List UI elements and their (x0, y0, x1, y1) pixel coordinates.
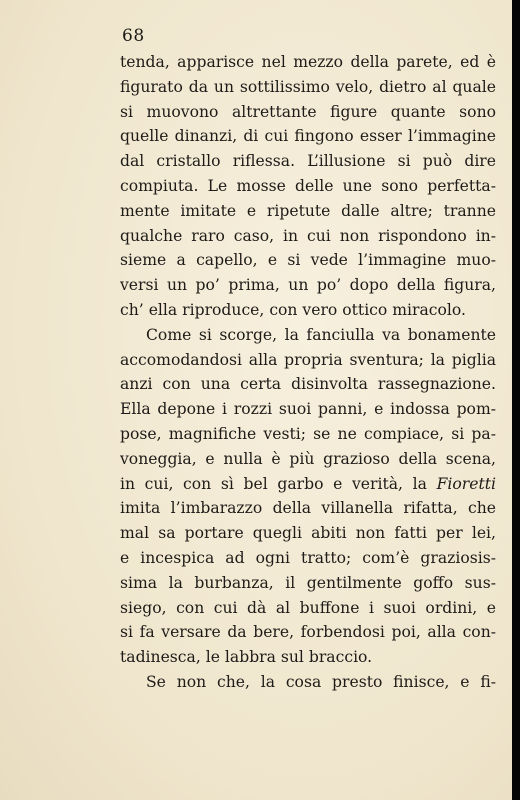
text-line: e incespica ad ogni tratto; com’è graziosis- (120, 548, 496, 567)
text-line: mal sa portare quegli abiti non fatti per lei, (120, 524, 496, 543)
text-line: qualche raro caso, in cui non rispondono in- (120, 226, 496, 245)
text-line: compiuta. Le mosse delle une sono perfetta- (120, 176, 496, 195)
body-text (120, 50, 496, 695)
text-line: quelle dinanzi, di cui fingono esser l’immagine (120, 127, 496, 146)
text-line: mente imitate e ripetute dalle altre; tranne (120, 201, 496, 220)
text-span: in cui, con sì bel garbo e verità, la (120, 474, 427, 493)
text-line: pose, magnifiche vesti; se ne compiace, si pa- (120, 424, 496, 443)
text-line: tadinesca, le labbra sul braccio. (120, 648, 373, 667)
text-line: tenda, apparisce nel mezzo della parete, ed è (120, 53, 496, 71)
text-line-with-italic-name (120, 472, 496, 497)
text-line: anzi con una certa disinvolta rassegnazione. (120, 375, 496, 394)
text-line: ch’ ella riproduce, con vero ottico miracolo. (120, 300, 466, 319)
page-number: 68 (122, 26, 145, 46)
text-line: versi un po’ prima, un po’ dopo della figura, (120, 276, 496, 295)
italic-name: Fioretti (436, 474, 496, 493)
text-line: voneggia, e nulla è più grazioso della scena, (120, 449, 496, 468)
text-line: accomodandosi alla propria sventura; la piglia (120, 350, 496, 369)
text-line: si muovono altrettante figure quante sono (120, 102, 496, 121)
text-line: siego, con cui dà al buffone i suoi ordini, e (120, 598, 496, 617)
paragraph-start-line: Se non che, la cosa presto finisce, e fi- (146, 672, 496, 691)
text-line: sima la burbanza, il gentilmente goffo sus- (120, 573, 496, 592)
paragraph-start-line: Come si scorge, la fanciulla va bonamente (146, 325, 496, 344)
text-line: imita l’imbarazzo della villanella rifatta, che (120, 499, 496, 518)
page-edge-shadow (512, 0, 520, 800)
text-line: figurato da un sottilissimo velo, dietro al quale (120, 77, 496, 96)
text-line: Ella depone i rozzi suoi panni, e indossa pom- (120, 400, 496, 419)
text-line: sieme a capello, e si vede l’immagine muo- (120, 251, 496, 270)
text-line: si fa versare da bere, forbendosi poi, alla con- (120, 623, 496, 642)
text-line: dal cristallo riflessa. L’illusione si può dire (120, 152, 496, 171)
